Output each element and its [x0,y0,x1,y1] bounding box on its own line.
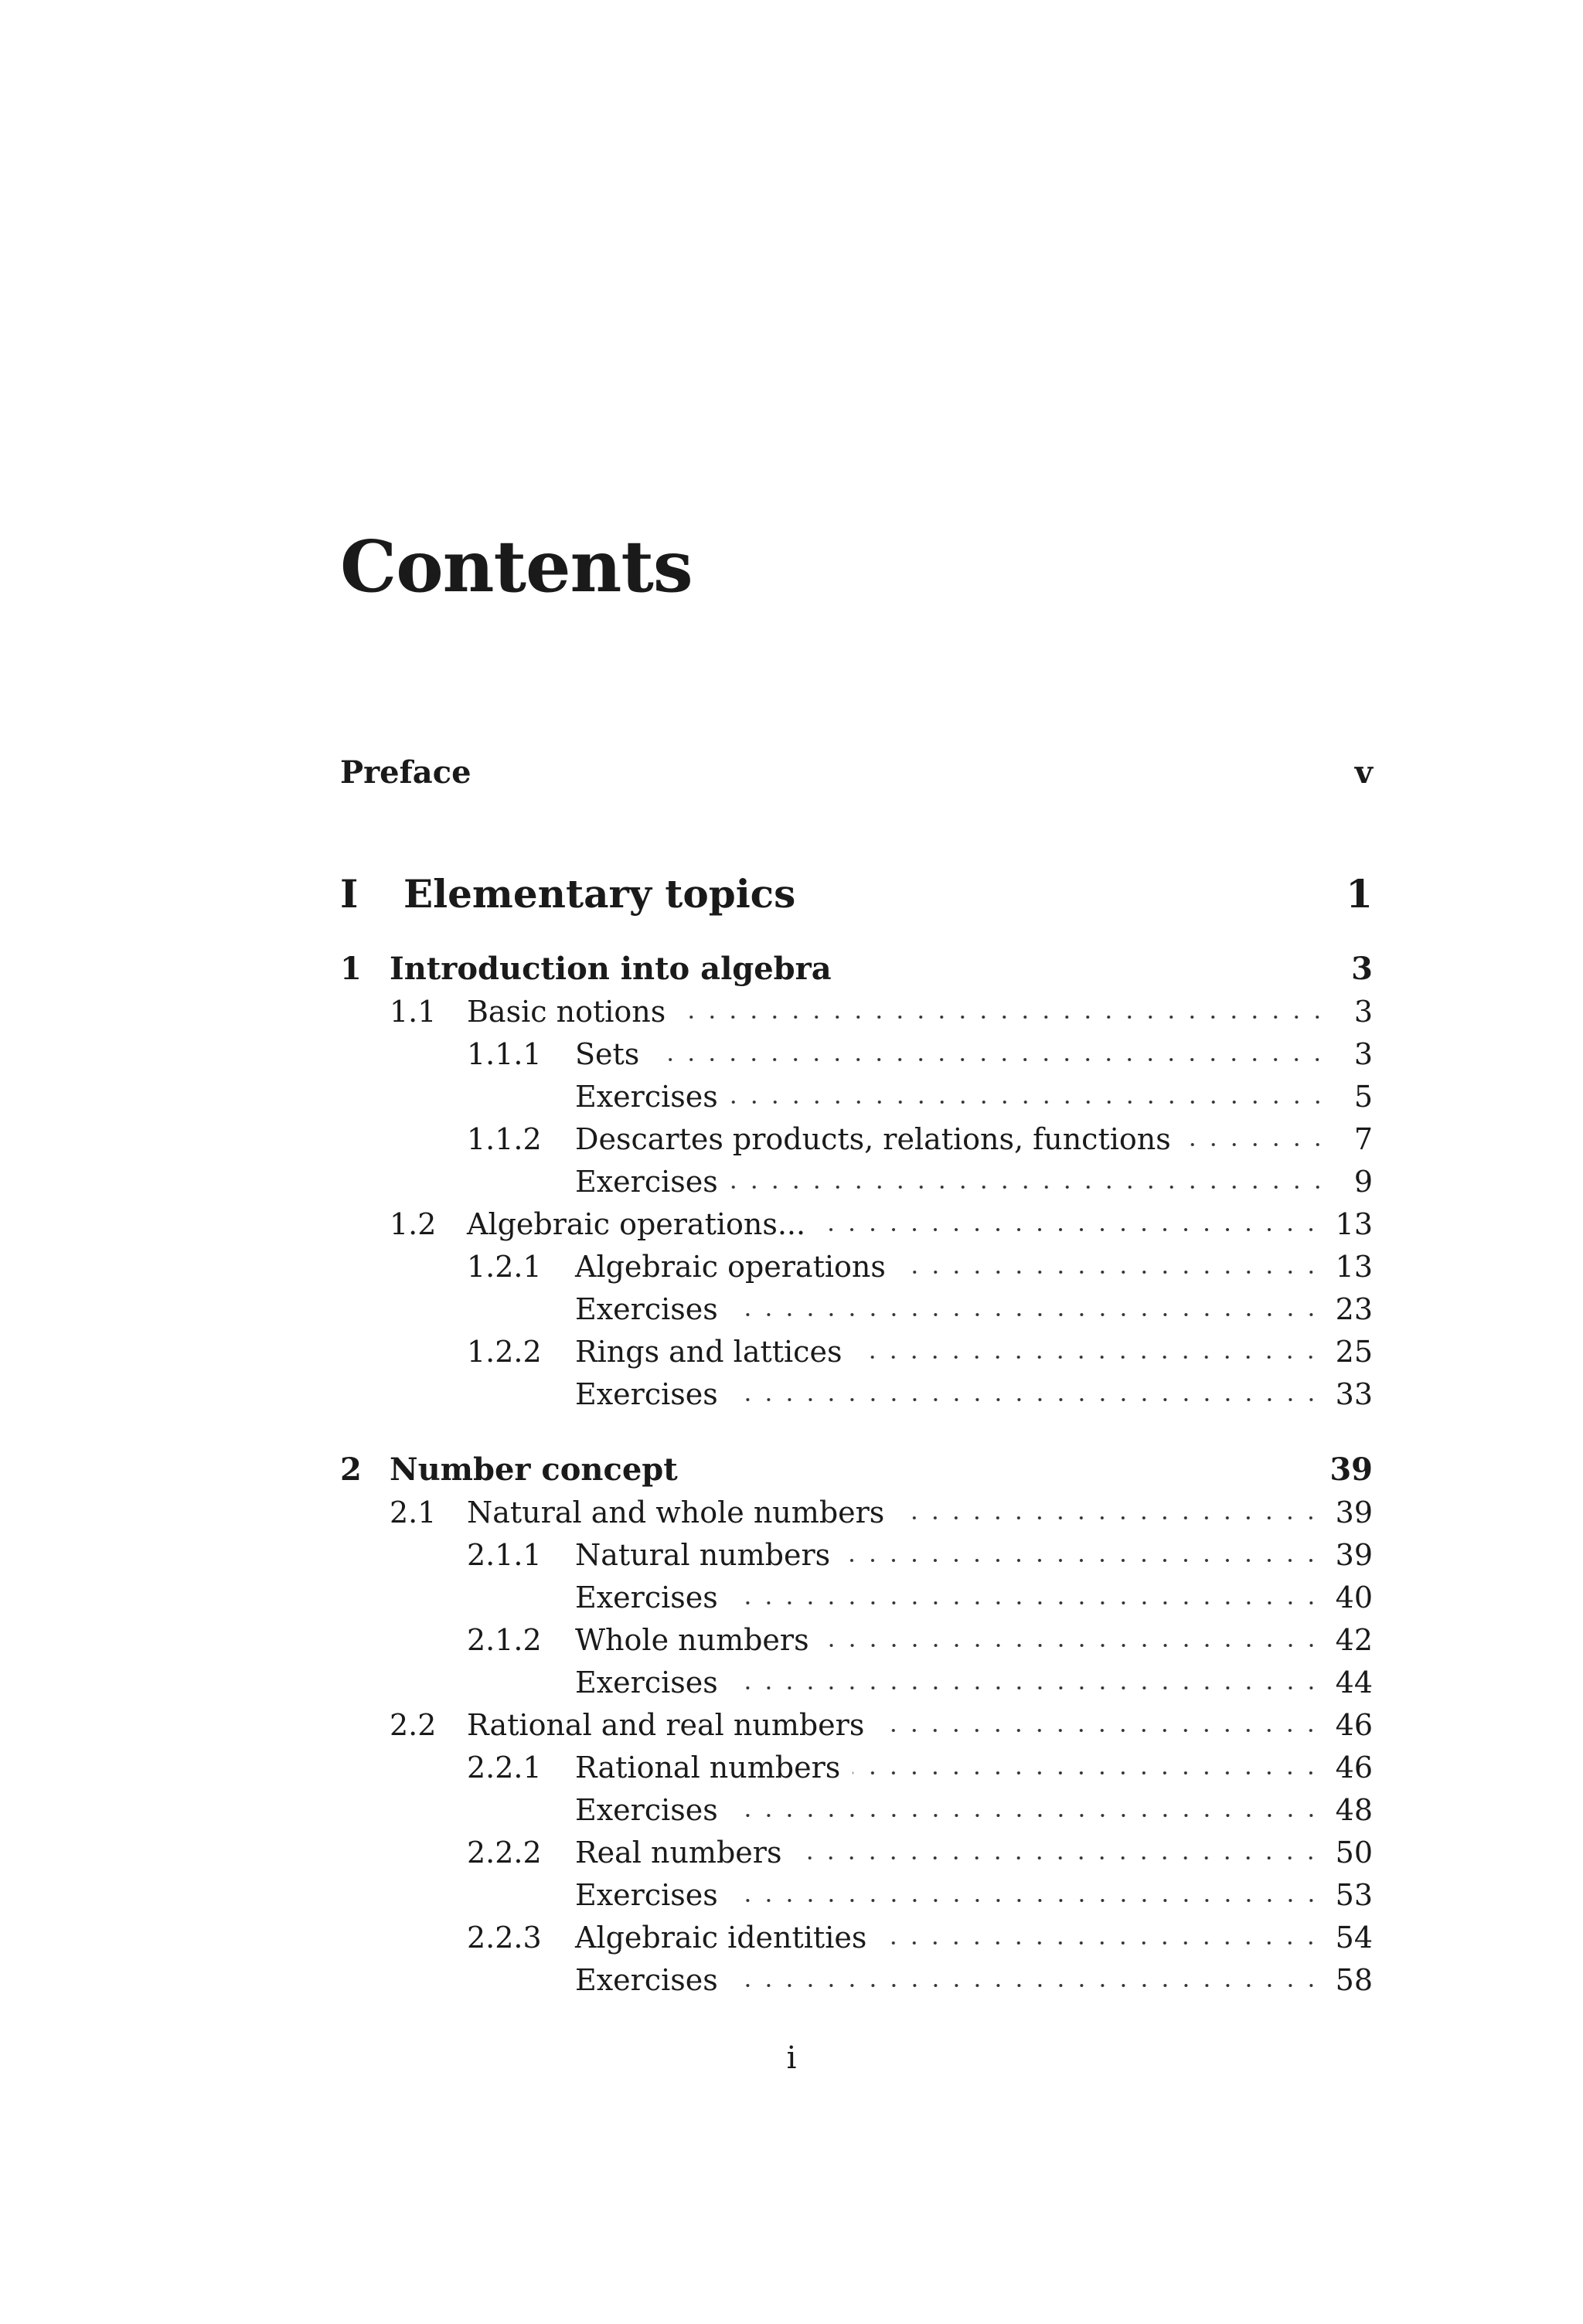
toc-leader-dots [730,1185,1328,1189]
toc-exercises[interactable] [340,1788,1373,1832]
toc-preface[interactable] [340,750,1373,794]
toc-entry-title: Exercises [575,1666,718,1700]
toc-entry-title: Exercises [575,1080,718,1114]
toc-entry-page: 58 [1335,1963,1373,1997]
toc-leader-dots [794,1856,1321,1860]
toc-exercises[interactable] [340,1160,1373,1203]
toc-leader-dots [853,1771,1321,1775]
toc-entry-title: Exercises [575,1878,718,1912]
toc-entry-title: Algebraic identities [575,1921,867,1955]
toc-entry-title: Rational numbers [575,1751,841,1785]
toc-exercises[interactable] [340,1373,1373,1416]
toc-entry-page: 39 [1335,1538,1373,1572]
toc-entry-number: 1.2.2 [467,1335,542,1369]
toc-subsection[interactable] [340,1118,1373,1161]
toc-chapter-number: 2 [340,1451,362,1488]
toc-entry-number: 2.1.2 [467,1623,542,1657]
toc-entry-number: 2.1 [390,1495,437,1529]
toc-part-number: I [340,870,359,917]
toc-leader-dots [854,1355,1321,1359]
toc-entry-page: 50 [1335,1836,1373,1870]
toc-leader-dots [730,1312,1322,1317]
toc-leader-dots [897,1516,1321,1520]
toc-entry-number: 2.2.2 [467,1836,542,1870]
toc-entry-title: Exercises [575,1793,718,1827]
toc-entry-page: 39 [1335,1495,1373,1529]
toc-exercises[interactable] [340,1288,1373,1331]
toc-subsection[interactable] [340,1916,1373,1959]
toc-exercises[interactable] [340,1075,1373,1118]
toc-section[interactable] [340,990,1373,1033]
toc-entry-page: 44 [1335,1666,1373,1700]
toc-entry-page: 42 [1335,1623,1373,1657]
toc-entry-number: 2.2.3 [467,1921,542,1955]
toc-exercises[interactable] [340,1873,1373,1917]
toc-entry-title: Whole numbers [575,1623,809,1657]
toc-entry-page: 3 [1353,995,1373,1029]
toc-entry-page: 46 [1335,1751,1373,1785]
toc-entry-number: 1.1.1 [467,1037,542,1071]
toc-section[interactable] [340,1491,1373,1534]
toc-subsection[interactable] [340,1746,1373,1789]
toc-part[interactable] [340,868,1373,919]
toc-chapter-page: 3 [1351,950,1373,987]
toc-subsection[interactable] [340,1618,1373,1662]
toc-leader-dots [730,1813,1322,1818]
toc-leader-dots [730,1898,1322,1903]
toc-subsection[interactable] [340,1033,1373,1076]
toc-entry-title: Rational and real numbers [467,1708,865,1742]
toc-entry-title: Real numbers [575,1836,782,1870]
toc-entry-title: Algebraic operations [575,1250,886,1284]
toc-leader-dots [822,1643,1322,1648]
toc-entry-number: 1.2 [390,1207,437,1241]
toc-leader-dots [730,1100,1328,1104]
toc-entry-title: Basic notions [467,995,666,1029]
toc-subsection[interactable] [340,1245,1373,1288]
toc-leader-dots [1183,1142,1328,1147]
toc-entry-page: 9 [1353,1165,1373,1199]
toc-entry-page: 13 [1335,1207,1373,1241]
toc-entry-number: 2.1.1 [467,1538,542,1572]
toc-subsection[interactable] [340,1330,1373,1373]
toc-entry-page: 25 [1335,1335,1373,1369]
toc-chapter-number: 1 [340,950,362,987]
toc-entry-number: 1.2.1 [467,1250,542,1284]
toc-entry-title: Rings and lattices [575,1335,843,1369]
toc-entry-page: 40 [1335,1581,1373,1615]
toc-part-page: 1 [1346,870,1373,917]
toc-entry-page: 3 [1353,1037,1373,1071]
toc-leader-dots [730,1983,1322,1988]
toc-subsection[interactable] [340,1533,1373,1577]
toc-entry-title: Exercises [575,1377,718,1411]
toc-entry-title: Exercises [575,1292,718,1326]
toc-leader-dots [730,1686,1322,1690]
toc-leader-dots [879,1941,1321,1945]
toc-exercises[interactable] [340,1661,1373,1704]
page-title: Contents [340,525,693,608]
toc-entry-page: 53 [1335,1878,1373,1912]
toc-part-title: Elementary topics [403,870,796,917]
toc-entry-number: 2.2 [390,1708,437,1742]
toc-entry-title: Algebraic operations... [467,1207,806,1241]
toc-section[interactable] [340,1703,1373,1747]
toc-entry-title: Natural and whole numbers [467,1495,885,1529]
toc-exercises[interactable] [340,1958,1373,2002]
toc-entry-title: Sets [575,1037,640,1071]
toc-entry-title: Exercises [575,1963,718,1997]
toc-entry-title: Descartes products, relations, functions [575,1122,1171,1156]
page-number: i [786,2040,797,2076]
toc-leader-dots [678,1015,1328,1019]
toc-entry-title: Exercises [575,1581,718,1615]
toc-entry-page: 23 [1335,1292,1373,1326]
toc-leader-dots [877,1728,1321,1733]
toc-entry-page: 5 [1353,1080,1373,1114]
toc-preface-title: Preface [340,754,471,791]
toc-entry-page: 46 [1335,1708,1373,1742]
toc-leader-dots [730,1397,1322,1402]
toc-entry-number: 1.1 [390,995,437,1029]
toc-chapter[interactable] [340,1448,1373,1491]
toc-preface-page: v [1354,754,1373,791]
toc-entry-page: 13 [1335,1250,1373,1284]
toc-entry-page: 33 [1335,1377,1373,1411]
toc-entry-page: 7 [1353,1122,1373,1156]
toc-entry-page: 48 [1335,1793,1373,1827]
toc-chapter[interactable] [340,947,1373,990]
toc-chapter-title: Number concept [390,1451,678,1488]
toc-chapter-page: 39 [1329,1451,1373,1488]
toc-leader-dots [652,1057,1328,1062]
toc-exercises[interactable] [340,1576,1373,1619]
toc-section[interactable] [340,1203,1373,1246]
toc-leader-dots [898,1270,1322,1274]
toc-chapter-title: Introduction into algebra [390,950,832,987]
toc-entry-title: Exercises [575,1165,718,1199]
toc-subsection[interactable] [340,1831,1373,1874]
toc-leader-dots [843,1558,1321,1563]
toc-entry-page: 54 [1335,1921,1373,1955]
toc-entry-number: 1.1.2 [467,1122,542,1156]
toc-leader-dots [818,1227,1322,1232]
toc-entry-title: Natural numbers [575,1538,831,1572]
toc-entry-number: 2.2.1 [467,1751,542,1785]
toc-leader-dots [730,1601,1322,1605]
